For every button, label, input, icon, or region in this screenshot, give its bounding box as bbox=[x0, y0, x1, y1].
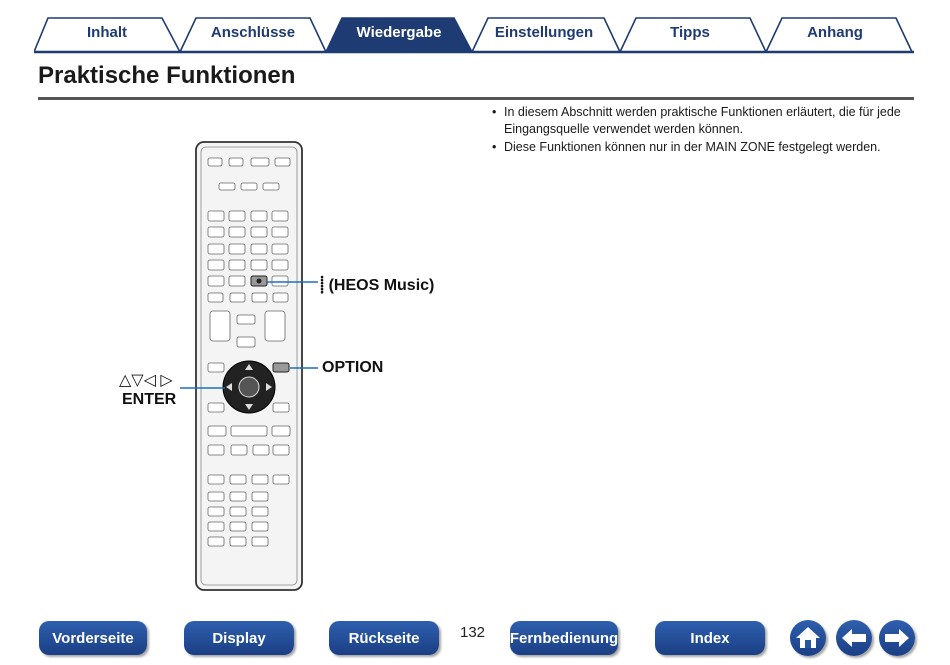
home-button[interactable] bbox=[790, 620, 826, 656]
heos-music-callout bbox=[320, 273, 434, 295]
remote-control-button[interactable]: Fernbedienung bbox=[510, 621, 618, 655]
tab-anhang[interactable]: Anhang bbox=[807, 24, 863, 41]
arrow-left-icon bbox=[836, 620, 872, 656]
bullet-item: • In diesem Abschnitt werden praktische Funktionen erläutert, die für jede Eingangsquelle verwendet werden können. bbox=[492, 104, 922, 138]
tab-anschluesse[interactable]: Anschlüsse bbox=[210, 24, 296, 41]
home-icon bbox=[790, 620, 826, 656]
option-callout: OPTION bbox=[322, 359, 384, 376]
heos-icon: ⸽ bbox=[320, 277, 325, 294]
bullet-item: • Diese Funktionen können nur in der MAIN ZONE festgelegt werden. bbox=[492, 139, 922, 156]
rear-panel-button[interactable]: Rückseite bbox=[329, 621, 439, 655]
forward-button[interactable] bbox=[879, 620, 915, 656]
back-button[interactable] bbox=[836, 620, 872, 656]
page-title: Praktische Funktionen bbox=[38, 62, 296, 89]
index-button[interactable]: Index bbox=[655, 621, 765, 655]
tab-einstellungen[interactable]: Einstellungen bbox=[494, 24, 594, 41]
page-number: 132 bbox=[460, 624, 486, 641]
tab-tipps[interactable]: Tipps bbox=[670, 24, 710, 41]
heos-callout-label: (HEOS Music) bbox=[328, 277, 435, 294]
display-button[interactable]: Display bbox=[184, 621, 294, 655]
front-panel-button[interactable]: Vorderseite bbox=[39, 621, 147, 655]
tab-wiedergabe[interactable]: Wiedergabe bbox=[356, 24, 442, 41]
arrow-keys-callout: △▽◁ ▷ bbox=[119, 372, 173, 389]
tab-inhalt[interactable]: Inhalt bbox=[87, 24, 127, 41]
enter-callout: ENTER bbox=[122, 391, 177, 408]
arrow-right-icon bbox=[879, 620, 915, 656]
